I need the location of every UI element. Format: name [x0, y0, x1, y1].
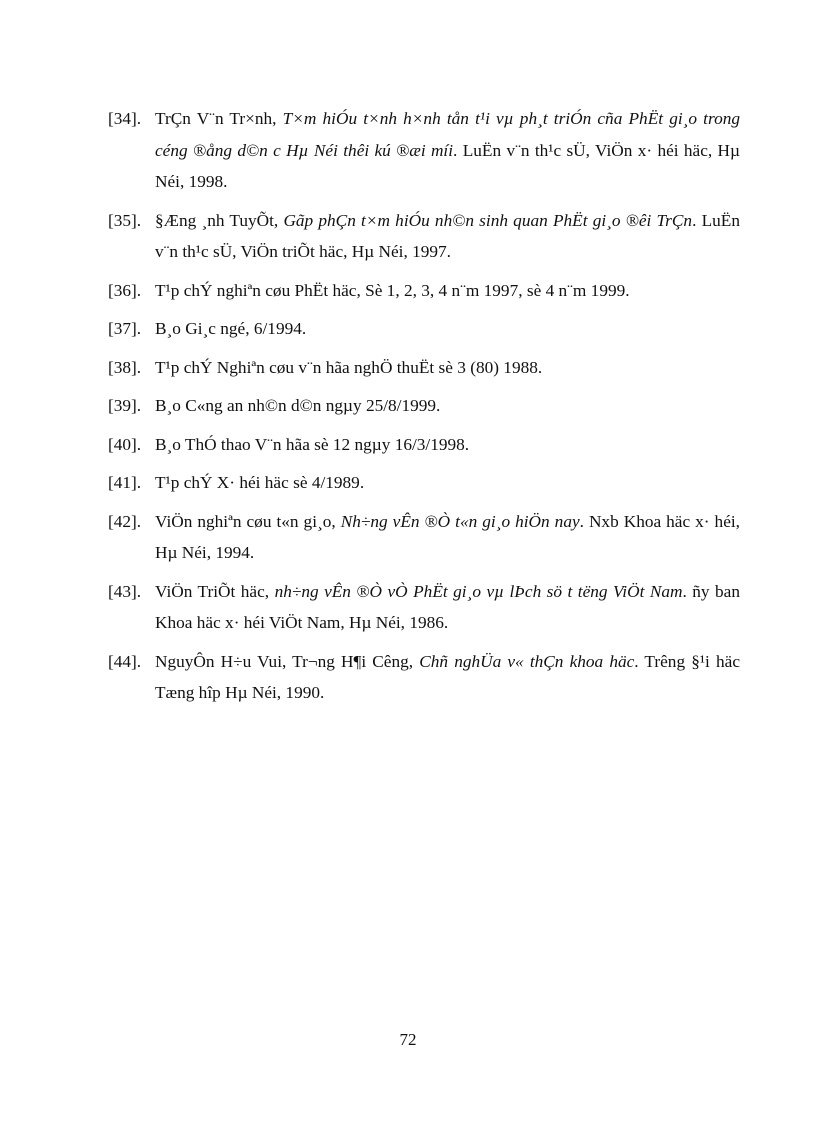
reference-item	[108, 646, 740, 709]
reference-text: T¹p chÝ nghiªn cøu PhËt häc, Sè 1, 2, 3, 4 n¨m 1997, sè 4 n¨m 1999.	[155, 280, 630, 300]
reference-item	[108, 576, 740, 639]
reference-text: T¹p chÝ Nghiªn cøu v¨n hãa nghÖ thuËt sè 3 (80) 1988.	[155, 357, 543, 377]
reference-item	[108, 467, 740, 499]
reference-number: [39].	[108, 396, 142, 415]
reference-item	[108, 390, 740, 422]
reference-title: nh÷ng vÊn ®Ò vÒ PhËt gi¸o vµ lÞch sö t tëng ViÖt Nam	[274, 581, 683, 601]
reference-item	[108, 352, 740, 384]
reference-text: NguyÔn H÷u Vui, Tr¬ng H¶i Cêng, Chñ nghÜa v« thÇn khoa häc. Trêng §¹i häc Tæng hîp Hµ Néi, 1990.	[155, 651, 740, 702]
reference-item	[108, 275, 740, 307]
page-number: 72	[399, 1030, 417, 1049]
reference-number: [43].	[108, 581, 142, 601]
reference-number: [42].	[108, 511, 142, 531]
reference-number: [37].	[108, 319, 142, 338]
reference-number: [35].	[108, 210, 142, 230]
reference-number: [34].	[108, 109, 142, 128]
reference-text: B¸o Gi¸c ngé, 6/1994.	[155, 319, 307, 338]
reference-text: ViÖn TriÕt häc, nh÷ng vÊn ®Ò vÒ PhËt gi¸o vµ lÞch sö t tëng ViÖt Nam. ñy ban Khoa häc x· héi ViÖt Nam, Hµ Néi, 1986.	[155, 581, 740, 632]
reference-item	[108, 313, 740, 345]
reference-number: [44].	[108, 651, 142, 671]
reference-text: B¸o C«ng an nh©n d©n ngµy 25/8/1999.	[155, 396, 441, 415]
reference-number: [40].	[108, 434, 142, 454]
reference-item	[108, 103, 740, 198]
reference-item	[108, 429, 740, 461]
reference-number: [41].	[108, 473, 142, 492]
reference-item	[108, 506, 740, 569]
reference-title: Nh÷ng vÊn ®Ò t«n gi¸o hiÖn nay	[340, 511, 580, 531]
reference-title: Gãp phÇn t×m hiÓu nh©n sinh quan PhËt gi¸o ®êi TrÇn	[283, 210, 693, 230]
reference-text: TrÇn V¨n Tr×nh, T×m hiÓu t×nh h×nh tån t¹i vµ ph¸t triÓn cña PhËt gi¸o trong céng ®ång d©n c Hµ Néi thêi kú ®æi míi. LuËn v¨n th¹c sÜ, ViÖn x· héi häc, Hµ Néi, 1998.	[155, 109, 740, 191]
reference-text: §Æng ¸nh TuyÕt, Gãp phÇn t×m hiÓu nh©n sinh quan PhËt gi¸o ®êi TrÇn. LuËn v¨n th¹c sÜ, ViÖn triÕt häc, Hµ Néi, 1997.	[155, 210, 740, 261]
reference-number: [36].	[108, 280, 142, 300]
reference-number: [38].	[108, 357, 142, 377]
reference-item	[108, 205, 740, 268]
reference-text: B¸o ThÓ thao V¨n hãa sè 12 ngµy 16/3/1998.	[155, 434, 470, 454]
reference-list	[108, 103, 740, 716]
reference-title: Chñ nghÜa v« thÇn khoa häc	[419, 651, 635, 671]
reference-title: T×m hiÓu t×nh h×nh tån t¹i vµ ph¸t triÓn cña PhËt gi¸o trong céng ®ång d©n c Hµ Néi thêi kú ®æi míi	[155, 109, 740, 160]
reference-text: ViÖn nghiªn cøu t«n gi¸o, Nh÷ng vÊn ®Ò t«n gi¸o hiÖn nay. Nxb Khoa häc x· héi, Hµ Néi, 1994.	[155, 511, 740, 562]
reference-text: T¹p chÝ X· héi häc sè 4/1989.	[155, 473, 365, 492]
